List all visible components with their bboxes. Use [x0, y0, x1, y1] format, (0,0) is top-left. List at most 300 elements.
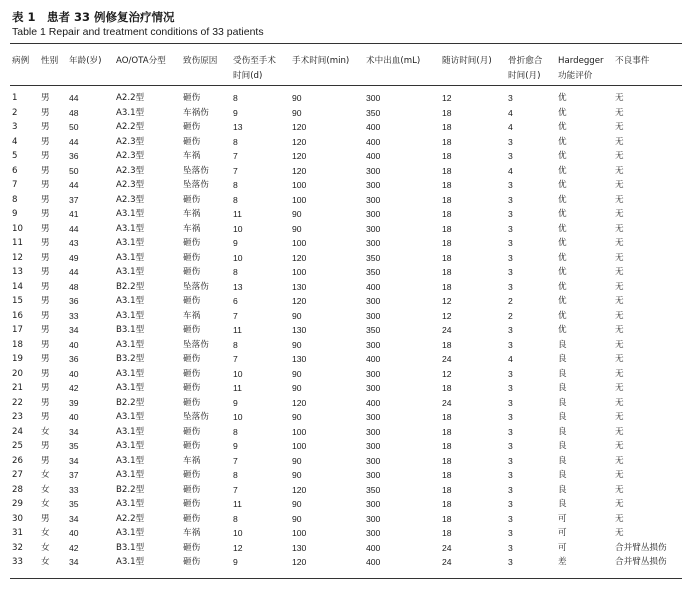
cell-ao: A3.1型	[116, 339, 145, 350]
cell-followup: 18	[442, 136, 452, 147]
cell-healing: 4	[508, 354, 513, 364]
header-healing-line1: 骨折愈合	[508, 56, 543, 66]
cell-id: 28	[12, 484, 23, 495]
cell-blood_loss: 300	[366, 441, 381, 451]
header-hardegger	[558, 54, 604, 84]
table-row	[0, 236, 692, 251]
header-adverse	[615, 54, 649, 69]
cell-ao: A2.3型	[116, 194, 145, 205]
cell-blood_loss: 400	[366, 122, 381, 132]
cell-adverse: 无	[615, 325, 624, 335]
cell-injury_to_surgery: 8	[233, 180, 238, 190]
cell-age: 44	[69, 267, 79, 277]
cell-healing: 3	[508, 470, 513, 480]
cell-injury_to_surgery: 11	[233, 383, 242, 393]
table-row	[0, 468, 692, 483]
cell-cause: 车祸	[183, 310, 201, 321]
cell-healing: 3	[508, 383, 513, 393]
cell-blood_loss: 300	[366, 165, 381, 176]
cell-hardegger: 优	[558, 194, 567, 205]
cell-age: 34	[69, 513, 79, 524]
cell-op_time: 100	[292, 194, 307, 205]
cell-injury_to_surgery: 10	[233, 223, 243, 234]
cell-age: 44	[69, 180, 79, 190]
cell-age: 42	[69, 383, 79, 393]
cell-id: 27	[12, 470, 23, 480]
cell-followup: 18	[442, 470, 452, 480]
cell-injury_to_surgery: 12	[233, 542, 243, 553]
cell-healing: 3	[508, 455, 513, 466]
cell-blood_loss: 350	[366, 484, 381, 495]
cell-id: 2	[12, 107, 18, 118]
cell-ao: A3.1型	[116, 412, 145, 422]
cell-id: 14	[12, 281, 23, 292]
cell-followup: 18	[442, 209, 452, 219]
table-row	[0, 338, 692, 353]
cell-injury_to_surgery: 7	[233, 354, 238, 364]
cell-cause: 砸伤	[183, 368, 201, 379]
cell-blood_loss: 400	[366, 136, 381, 147]
cell-followup: 18	[442, 281, 452, 292]
cell-injury_to_surgery: 8	[233, 93, 238, 103]
cell-followup: 18	[442, 165, 452, 176]
cell-age: 34	[69, 426, 79, 437]
cell-injury_to_surgery: 10	[233, 528, 243, 538]
table-row	[0, 120, 692, 135]
cell-cause: 砸伤	[183, 93, 201, 103]
cell-blood_loss: 350	[366, 267, 381, 277]
cell-blood_loss: 300	[366, 223, 381, 234]
cell-cause: 砸伤	[183, 542, 201, 553]
cell-sex: 男	[41, 194, 50, 205]
cell-op_time: 120	[292, 151, 307, 161]
cell-hardegger: 良	[558, 412, 567, 422]
cell-op_time: 90	[292, 455, 302, 466]
cell-cause: 车祸	[183, 223, 201, 234]
cell-followup: 18	[442, 107, 452, 118]
cell-op_time: 90	[292, 209, 302, 219]
cell-age: 33	[69, 484, 79, 495]
cell-hardegger: 良	[558, 397, 567, 408]
cell-injury_to_surgery: 11	[233, 325, 242, 335]
cell-id: 21	[12, 383, 23, 393]
cell-adverse: 无	[615, 339, 624, 350]
cell-id: 22	[12, 397, 23, 408]
cell-adverse: 无	[615, 426, 624, 437]
cell-injury_to_surgery: 9	[233, 397, 238, 408]
cell-healing: 3	[508, 223, 513, 234]
cell-healing: 4	[508, 107, 513, 118]
header-op_time-line1: 手术时间(min)	[292, 56, 350, 66]
cell-sex: 男	[41, 325, 50, 335]
cell-cause: 车祸伤	[183, 107, 209, 118]
cell-adverse: 无	[615, 441, 624, 451]
cell-cause: 车祸	[183, 209, 201, 219]
cell-hardegger: 可	[558, 542, 567, 553]
cell-followup: 18	[442, 151, 452, 161]
table-row	[0, 265, 692, 280]
cell-age: 50	[69, 165, 79, 176]
cell-op_time: 120	[292, 484, 307, 495]
cell-age: 40	[69, 339, 79, 350]
cell-healing: 3	[508, 209, 513, 219]
cell-adverse: 无	[615, 513, 624, 524]
header-ao	[116, 54, 166, 69]
cell-hardegger: 优	[558, 107, 567, 118]
cell-ao: A3.1型	[116, 238, 145, 248]
cell-healing: 3	[508, 397, 513, 408]
cell-ao: B3.1型	[116, 325, 145, 335]
cell-age: 33	[69, 310, 79, 321]
cell-healing: 3	[508, 484, 513, 495]
cell-cause: 砸伤	[183, 325, 201, 335]
cell-id: 3	[12, 122, 18, 132]
table-row	[0, 294, 692, 309]
cell-adverse: 无	[615, 383, 624, 393]
cell-adverse: 无	[615, 180, 624, 190]
cell-sex: 男	[41, 339, 50, 350]
cell-ao: A3.1型	[116, 499, 145, 509]
cell-adverse: 合并臂丛损伤	[615, 557, 667, 567]
cell-followup: 12	[442, 368, 452, 379]
table-row	[0, 410, 692, 425]
cell-ao: B3.2型	[116, 354, 145, 364]
cell-injury_to_surgery: 10	[233, 412, 243, 422]
cell-age: 42	[69, 542, 79, 553]
cell-adverse: 无	[615, 484, 624, 495]
cell-cause: 坠落伤	[183, 165, 209, 176]
cell-followup: 18	[442, 528, 452, 538]
cell-ao: A2.3型	[116, 180, 145, 190]
cell-age: 34	[69, 325, 79, 335]
cell-id: 6	[12, 165, 18, 176]
table-row	[0, 541, 692, 556]
cell-followup: 18	[442, 180, 452, 190]
cell-op_time: 90	[292, 339, 302, 350]
cell-hardegger: 优	[558, 267, 567, 277]
cell-blood_loss: 300	[366, 513, 381, 524]
cell-blood_loss: 300	[366, 93, 381, 103]
cell-ao: A2.3型	[116, 165, 145, 176]
cell-id: 24	[12, 426, 23, 437]
cell-hardegger: 优	[558, 325, 567, 335]
cell-injury_to_surgery: 7	[233, 165, 238, 176]
cell-cause: 坠落伤	[183, 412, 209, 422]
cell-cause: 车祸	[183, 455, 201, 466]
cell-id: 13	[12, 267, 23, 277]
cell-adverse: 无	[615, 252, 624, 263]
cell-hardegger: 优	[558, 122, 567, 132]
cell-op_time: 90	[292, 412, 302, 422]
cell-op_time: 120	[292, 397, 307, 408]
cell-sex: 男	[41, 180, 50, 190]
table-caption-en: Table 1 Repair and treatment conditions of 33 patients	[12, 26, 264, 38]
cell-sex: 女	[41, 499, 50, 509]
cell-op_time: 90	[292, 368, 302, 379]
cell-id: 32	[12, 542, 23, 553]
cell-blood_loss: 300	[366, 528, 381, 538]
cell-blood_loss: 300	[366, 339, 381, 350]
cell-id: 33	[12, 557, 23, 567]
cell-followup: 18	[442, 194, 452, 205]
cell-injury_to_surgery: 8	[233, 470, 238, 480]
cell-blood_loss: 350	[366, 107, 381, 118]
cell-healing: 3	[508, 426, 513, 437]
cell-id: 20	[12, 368, 23, 379]
cell-healing: 3	[508, 180, 513, 190]
cell-op_time: 100	[292, 180, 307, 190]
cell-ao: A3.1型	[116, 310, 145, 321]
cell-injury_to_surgery: 8	[233, 339, 238, 350]
cell-cause: 坠落伤	[183, 281, 209, 292]
cell-op_time: 120	[292, 136, 307, 147]
table-row	[0, 106, 692, 121]
cell-cause: 砸伤	[183, 557, 201, 567]
cell-followup: 12	[442, 296, 452, 306]
cell-age: 48	[69, 281, 79, 292]
cell-healing: 3	[508, 136, 513, 147]
header-followup	[442, 54, 492, 69]
cell-cause: 砸伤	[183, 397, 201, 408]
cell-injury_to_surgery: 7	[233, 310, 238, 321]
cell-sex: 男	[41, 136, 50, 147]
cell-age: 34	[69, 557, 79, 567]
cell-hardegger: 良	[558, 441, 567, 451]
cell-age: 36	[69, 296, 79, 306]
cell-adverse: 无	[615, 107, 624, 118]
header-ao-line1: AO/OTA分型	[116, 56, 166, 66]
cell-ao: A3.1型	[116, 267, 145, 277]
cell-sex: 女	[41, 557, 50, 567]
cell-healing: 3	[508, 339, 513, 350]
cell-followup: 18	[442, 426, 452, 437]
cell-cause: 坠落伤	[183, 339, 209, 350]
cell-hardegger: 优	[558, 238, 567, 248]
cell-sex: 男	[41, 93, 50, 103]
cell-healing: 3	[508, 194, 513, 205]
cell-op_time: 90	[292, 499, 302, 509]
cell-adverse: 无	[615, 194, 624, 205]
cell-ao: A3.1型	[116, 441, 145, 451]
cell-hardegger: 优	[558, 310, 567, 321]
cell-healing: 3	[508, 441, 513, 451]
cell-id: 16	[12, 310, 23, 321]
header-injury_to_surgery-line1: 受伤至手术	[233, 56, 276, 66]
cell-age: 49	[69, 252, 79, 263]
header-cause	[183, 54, 217, 69]
cell-sex: 男	[41, 223, 50, 234]
cell-ao: A3.1型	[116, 296, 145, 306]
cell-sex: 男	[41, 296, 50, 306]
table-row	[0, 222, 692, 237]
table-row	[0, 91, 692, 106]
cell-blood_loss: 400	[366, 281, 381, 292]
cell-ao: A3.1型	[116, 455, 145, 466]
cell-ao: B2.2型	[116, 281, 145, 292]
cell-blood_loss: 300	[366, 209, 381, 219]
cell-injury_to_surgery: 7	[233, 484, 238, 495]
table-row	[0, 280, 692, 295]
cell-ao: A3.1型	[116, 383, 145, 393]
cell-hardegger: 优	[558, 93, 567, 103]
cell-followup: 24	[442, 354, 452, 364]
cell-sex: 女	[41, 542, 50, 553]
header-hardegger-line2: 功能评价	[558, 71, 593, 81]
cell-op_time: 120	[292, 122, 307, 132]
cell-injury_to_surgery: 8	[233, 267, 238, 277]
cell-injury_to_surgery: 8	[233, 136, 238, 147]
cell-adverse: 无	[615, 296, 624, 306]
cell-id: 1	[12, 93, 18, 103]
header-rule	[10, 85, 682, 86]
bottom-rule	[10, 578, 682, 579]
cell-followup: 18	[442, 223, 452, 234]
table-row	[0, 497, 692, 512]
cell-healing: 2	[508, 310, 513, 321]
cell-id: 4	[12, 136, 18, 147]
cell-op_time: 120	[292, 165, 307, 176]
table-row	[0, 512, 692, 527]
cell-ao: A2.3型	[116, 151, 145, 161]
cell-hardegger: 良	[558, 354, 567, 364]
cell-adverse: 无	[615, 267, 624, 277]
cell-followup: 18	[442, 484, 452, 495]
cell-cause: 砸伤	[183, 441, 201, 451]
cell-cause: 砸伤	[183, 470, 201, 480]
cell-sex: 男	[41, 383, 50, 393]
cell-healing: 3	[508, 151, 513, 161]
cell-age: 37	[69, 470, 79, 480]
cell-hardegger: 良	[558, 426, 567, 437]
cell-healing: 2	[508, 296, 513, 306]
cell-hardegger: 良	[558, 484, 567, 495]
table-row	[0, 178, 692, 193]
cell-cause: 车祸	[183, 528, 201, 538]
cell-injury_to_surgery: 8	[233, 426, 238, 437]
cell-healing: 4	[508, 165, 513, 176]
cell-age: 50	[69, 122, 79, 132]
cell-op_time: 130	[292, 325, 307, 335]
table-row	[0, 135, 692, 150]
cell-cause: 砸伤	[183, 499, 201, 509]
cell-adverse: 无	[615, 165, 624, 176]
cell-adverse: 无	[615, 223, 624, 234]
cell-sex: 男	[41, 107, 50, 118]
cell-op_time: 90	[292, 310, 302, 321]
cell-ao: A2.2型	[116, 513, 145, 524]
cell-op_time: 130	[292, 354, 307, 364]
cell-adverse: 无	[615, 122, 624, 132]
cell-id: 18	[12, 339, 23, 350]
cell-op_time: 100	[292, 267, 307, 277]
header-sex-line1: 性别	[41, 56, 59, 66]
cell-adverse: 合并臂丛损伤	[615, 542, 667, 553]
cell-injury_to_surgery: 9	[233, 107, 238, 118]
cell-blood_loss: 300	[366, 383, 381, 393]
cell-sex: 男	[41, 252, 50, 263]
header-id	[12, 54, 29, 69]
cell-age: 40	[69, 368, 79, 379]
cell-id: 25	[12, 441, 23, 451]
cell-cause: 砸伤	[183, 296, 201, 306]
table-row	[0, 396, 692, 411]
cell-ao: A2.2型	[116, 93, 145, 103]
cell-op_time: 90	[292, 383, 302, 393]
cell-ao: A3.1型	[116, 223, 145, 234]
cell-adverse: 无	[615, 368, 624, 379]
cell-healing: 3	[508, 281, 513, 292]
cell-hardegger: 优	[558, 136, 567, 147]
table-row	[0, 483, 692, 498]
cell-blood_loss: 350	[366, 252, 381, 263]
table-caption-cn: 表 1 患者 33 例修复治疗情况	[12, 10, 175, 24]
table-row	[0, 439, 692, 454]
cell-sex: 男	[41, 267, 50, 277]
cell-blood_loss: 300	[366, 412, 381, 422]
cell-ao: A2.2型	[116, 122, 145, 132]
cell-age: 43	[69, 238, 79, 248]
header-id-line1: 病例	[12, 56, 30, 66]
cell-healing: 3	[508, 513, 513, 524]
cell-age: 36	[69, 354, 79, 364]
cell-ao: B2.2型	[116, 397, 145, 408]
header-sex	[41, 54, 58, 69]
cell-op_time: 90	[292, 93, 302, 103]
cell-age: 44	[69, 136, 79, 147]
cell-id: 8	[12, 194, 18, 205]
cell-blood_loss: 400	[366, 557, 381, 567]
cell-healing: 3	[508, 528, 513, 538]
cell-sex: 男	[41, 368, 50, 379]
cell-injury_to_surgery: 10	[233, 252, 243, 263]
cell-cause: 砸伤	[183, 484, 201, 495]
cell-age: 34	[69, 455, 79, 466]
cell-age: 41	[69, 209, 79, 219]
table-row	[0, 381, 692, 396]
cell-id: 12	[12, 252, 23, 263]
header-healing	[508, 54, 542, 84]
cell-healing: 3	[508, 499, 513, 509]
header-age-line1: 年龄(岁)	[69, 56, 102, 66]
cell-cause: 砸伤	[183, 426, 201, 437]
cell-blood_loss: 300	[366, 368, 381, 379]
cell-adverse: 无	[615, 238, 624, 248]
cell-ao: B3.1型	[116, 542, 145, 553]
cell-sex: 男	[41, 441, 50, 451]
cell-blood_loss: 300	[366, 238, 381, 248]
cell-blood_loss: 400	[366, 542, 381, 553]
cell-injury_to_surgery: 7	[233, 455, 238, 466]
cell-injury_to_surgery: 13	[233, 281, 243, 292]
cell-blood_loss: 400	[366, 151, 381, 161]
cell-adverse: 无	[615, 310, 624, 321]
cell-hardegger: 优	[558, 180, 567, 190]
table-row	[0, 367, 692, 382]
header-blood_loss-line1: 术中出血(mL)	[366, 56, 421, 66]
cell-followup: 18	[442, 252, 452, 263]
cell-followup: 18	[442, 238, 452, 248]
cell-sex: 男	[41, 310, 50, 321]
header-hardegger-line1: Hardegger	[558, 56, 604, 66]
cell-blood_loss: 300	[366, 499, 381, 509]
cell-id: 10	[12, 223, 23, 234]
cell-age: 40	[69, 412, 79, 422]
cell-sex: 女	[41, 484, 50, 495]
cell-followup: 18	[442, 499, 452, 509]
table-row	[0, 526, 692, 541]
cell-hardegger: 优	[558, 151, 567, 161]
cell-id: 23	[12, 412, 23, 422]
